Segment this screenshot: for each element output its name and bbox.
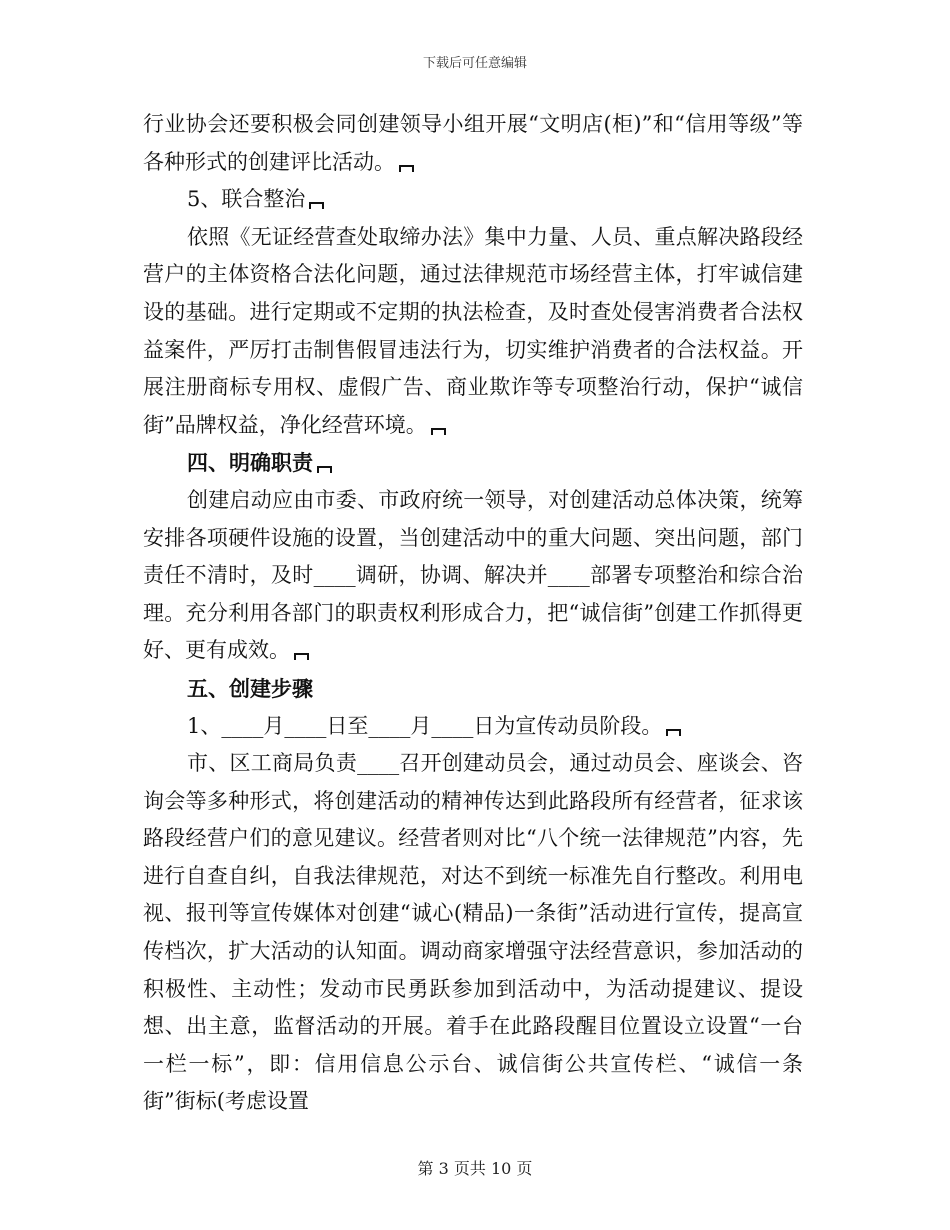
paragraph-text: 创建启动应由市委、市政府统一领导，对创建活动总体决策，统筹安排各项硬件设施的设置，当创建活动中的重大问题、突出问题，部门责任不清时，及时____调研，协调、解决并____部署专项整治和综合治理。充分利用各部门的职责权利形成合力，把“诚信街”创建工作抓得更好、更有成效。 bbox=[143, 487, 803, 663]
paragraph-text: 依照《无证经营查处取缔办法》集中力量、人员、重点解决路段经营户的主体资格合法化问题，通过法律规范市场经营主体，打牢诚信建设的基础。进行定期或不定期的执法检查，及时查处侵害消费者合法权益案件，严厉打击制售假冒违法行为，切实维护消费者的合法权益。开展注册商标专用权、虚假广告、商业欺诈等专项整治行动，保护“诚信街”品牌权益，净化经营环境。 bbox=[143, 224, 803, 437]
paragraph-mark-icon bbox=[317, 466, 332, 473]
paragraph-text: 市、区工商局负责____召开创建动员会，通过动员会、座谈会、咨询会等多种形式，将创建活动的精神传达到此路段所有经营者，征求该路段经营户们的意见建议。经营者则对比“八个统一法律规范”内容，先进行自查自纠，自我法律规范，对达不到统一标准先自行整改。利用电视、报刊等宣传媒体对创建“诚心(精品)一条街”活动进行宣传，提高宣传档次，扩大活动的认知面。调动商家增强守法经营意识，参加活动的积极性、主动性；发动市民勇跃参加到活动中，为活动提建议、提设想、出主意，监督活动的开展。着手在此路段醒目位置设立设置“一台一栏一标”，即：信用信息公示台、诚信街公共宣传栏、“诚信一条街”街标(考虑设置 bbox=[143, 751, 803, 1114]
subheading-publicity-stage bbox=[143, 708, 803, 746]
paragraph-mark-icon bbox=[294, 653, 309, 660]
page-header: 下载后可任意编辑 bbox=[422, 56, 527, 71]
paragraph-text: 行业协会还要积极会同创建领导小组开展“文明店(柜)”和“信用等级”等各种形式的创建评比活动。 bbox=[143, 112, 803, 174]
paragraph-rating-activities bbox=[143, 106, 803, 181]
paragraph-responsibilities-body bbox=[143, 482, 803, 670]
section-heading-responsibilities bbox=[143, 444, 803, 482]
section-heading-steps bbox=[143, 670, 803, 708]
paragraph-mark-icon bbox=[666, 729, 681, 736]
heading-text: 四、明确职责 bbox=[187, 450, 313, 476]
paragraph-rectification-body bbox=[143, 219, 803, 445]
subheading-text: 1、____月____日至____月____日为宣传动员阶段。 bbox=[187, 713, 663, 738]
page-footer: 第 3 页共 10 页 bbox=[417, 1159, 533, 1178]
subheading-joint-rectification bbox=[143, 181, 803, 219]
paragraph-mark-icon bbox=[431, 428, 446, 435]
heading-text: 五、创建步骤 bbox=[187, 675, 313, 701]
paragraph-mark-icon bbox=[399, 165, 414, 172]
paragraph-mark-icon bbox=[309, 202, 324, 209]
subheading-text: 5、联合整治 bbox=[187, 187, 306, 212]
paragraph-publicity-body bbox=[143, 745, 803, 1121]
document-body bbox=[143, 106, 803, 1121]
